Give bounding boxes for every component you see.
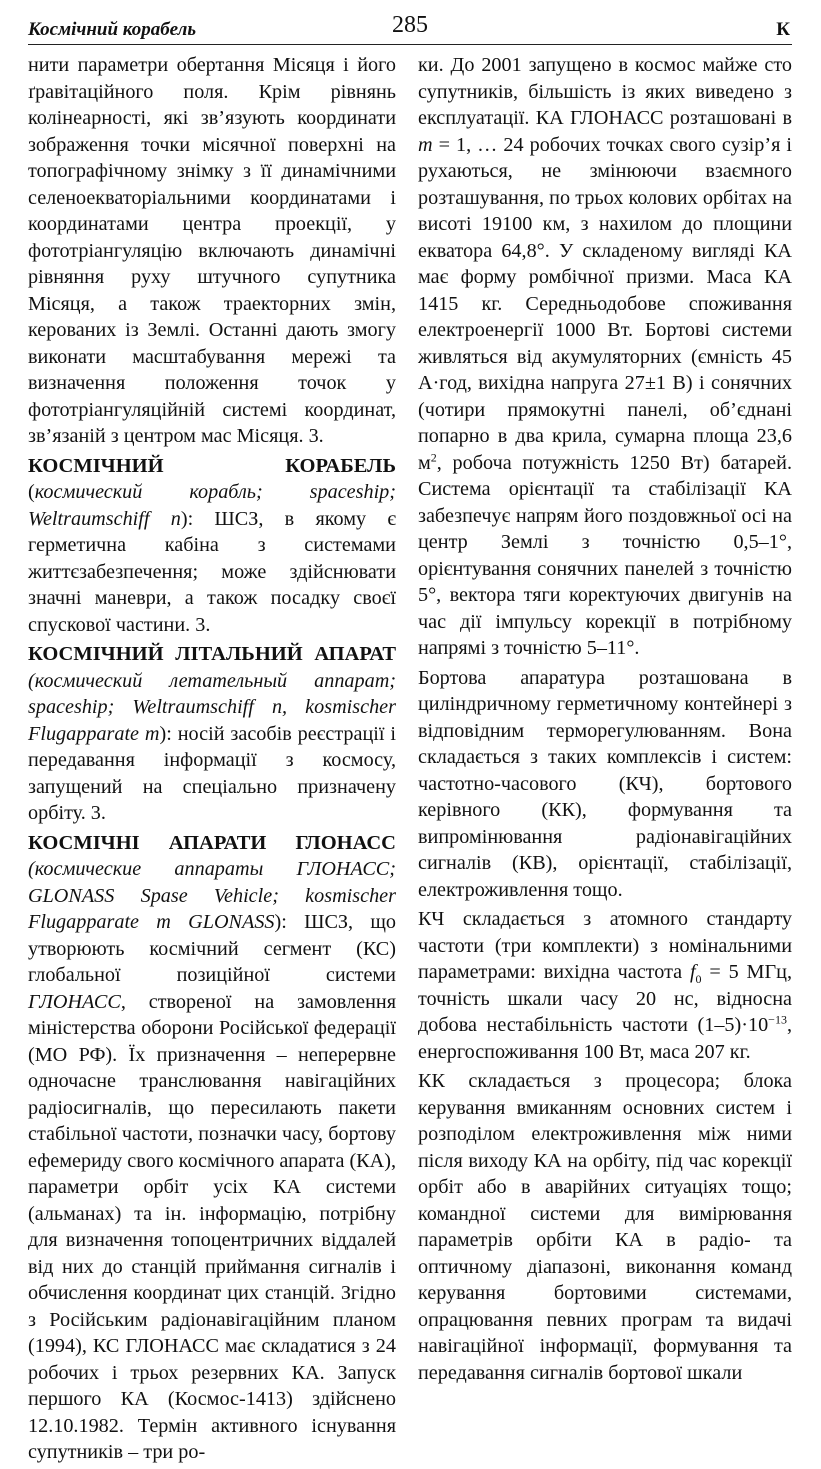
glonass-term: ГЛОНАСС: [28, 990, 121, 1013]
entry-definition: ): ШСЗ, що утворюють космічний сегмент (КС) глобальної позиційної системи: [28, 911, 396, 986]
entry-definition: ): носій засобів реєстрації і передавання інформації з космосу, запущений на спеціально призначену орбіту. 3.: [28, 722, 396, 824]
paragraph-text: ки. До 2001 запущено в космос майже сто супутників, більшість із яких виведено з експлуатації. КА ГЛОНАСС розташовані в: [418, 54, 792, 129]
paragraph-text: , енергоспоживання 100 Вт, маса 207 кг.: [418, 1014, 792, 1063]
paragraph: [418, 906, 792, 1065]
variable-f: f: [689, 961, 696, 983]
left-column: [28, 52, 396, 1469]
variable-m: m: [418, 133, 433, 156]
superscript: −13: [768, 1012, 787, 1027]
entry-definition: ): ШСЗ, в якому є герметична кабіна з системами життєзабезпечення; може здійснювати значні маневри, а також посадку своєї спускової частини. 3.: [28, 507, 396, 636]
paragraph-text: КК складається з процесора; блока керування вмиканням основних систем і розподілом електроживлення між ними після виходу КА на орбіту, під час корекції орбіт або в аварійних ситуаціях тощо; командної системи для вимірювання параметрів орбіти КА в радіо- та оптичному діапазоні, виконання команд керування бортовими системами, опрацювання певних програм та видачі навігаційної інформації, формування та передавання сигналів бортової шкали: [418, 1070, 792, 1384]
paragraph-text: = 1, … 24 робочих точках свого сузір’я і рухаються, не змінюючи взаємного розташування, по трьох колових орбітах на висоті 19100 км, з нахилом до площини екватора 64,8°. У складеному вигляді КА має форму ромбічної призми. Маса КА 1415 кг. Середньодобове споживання електроенергії 1000 Вт. Бортові системи живляться від акумуляторних (ємність 45 А·год, вихідна напруга 27±1 В) і сонячних (чотири прямокутні панелі, об’єднані попарно в два крила, сумарна площа 23,6 м: [418, 133, 792, 474]
running-head: Космічний корабель: [28, 19, 197, 40]
paren: (: [28, 481, 35, 503]
page-header: [28, 12, 792, 45]
paragraph: [28, 52, 396, 450]
paragraph-text: , робоча потужність 1250 Вт) батарей. Система орієнтації та стабілізації КА забезпечує напрям його поздовжньої осі на центр Землі з точністю 0,5–1°, орієнтування сонячних панелей з точністю 5°, вектора тяги коректуючих двигунів на час дії імпульсу корекції в потрібному напрямі з точністю 5–11°.: [418, 451, 792, 659]
paragraph: [418, 1068, 792, 1386]
paragraph: [418, 665, 792, 904]
entry-kosmichnyi-litalnyi-aparat: [28, 641, 396, 827]
section-letter: К: [776, 19, 790, 40]
entry-kosmichni-aparaty-glonass: [28, 830, 396, 1466]
right-column: [418, 52, 792, 1389]
paragraph-text: = 5 МГц, точність шкали часу 20 нс, відносна добова нестабільність частоти (1–5)·10: [418, 961, 793, 1036]
paragraph-text: нити параметри обертання Місяця і його ґравітаційного поля. Крім рівнянь колінеарності, які зв’язують координати зображення точки місячної поверхні на топографічному знімку з її динамічними селеноекваторіальними координатами і координатами центра проекції, у фототріангуляцію включають динамічні рівняння руху штучного супутника Місяця, а також траекторних змін, керованих із Землі. Останні дають змогу виконати масштабування мережі та визначення положення точок у фототріангуляційній системі координат, зв’язаній з центром мас Місяця. 3.: [28, 54, 396, 447]
superscript: 2: [430, 449, 437, 464]
entry-term: КОСМІЧНІ АПАРАТИ ГЛОНАСС: [28, 831, 396, 854]
entry-synonyms: (космический летательный аппарат; spaceship; Weltraumschiff n, kosmischer Flugapparate m: [28, 669, 396, 745]
subscript: 0: [695, 972, 702, 987]
paragraph-text: КЧ складається з атомного стандарту частоти (три комплекти) з номінальними параметрами: вихідна частота: [418, 908, 792, 983]
entry-term: КОСМІЧНИЙ КОРАБЕЛЬ: [28, 454, 396, 477]
entry-definition-cont: , створеної на замовлення міністерства оборони Російської федерації (МО РФ). Їх призначення – неперервне одночасне транслювання навігаційних радіосигналів, що пересилають пакети стабільної частоти, позначки часу, бортову ефемериду свого космічного апарата (КА), параметри орбіт усіх КА системи (альманах) та ін. інформацію, потрібну для визначення топоцентричних віддалей від них до станцій приймання сигналів і обчислення координат цих станцій. Згідно з Російським радіонавігаційним планом (1994), КС ГЛОНАСС має складатися з 24 робочих і трьох резервних КА. Запуск першого КА (Космос-1413) здійснено 12.10.1982. Термін активного існування супутників – три ро-: [28, 990, 396, 1463]
paragraph: [418, 52, 792, 662]
entry-kosmichnyi-korabel: [28, 453, 396, 639]
entry-synonyms: космический корабль; spaceship; Weltraumschiff n: [28, 481, 396, 530]
entry-term: КОСМІЧНИЙ ЛІТАЛЬНИЙ АПАРАТ: [28, 643, 396, 665]
paragraph-text: Бортова апаратура розташована в циліндричному герметичному контейнері з відповідним терморегулюванням. Вона складається з таких комплексів і систем: частотно-часового (КЧ), бортового керівного (КК), формування та випромінювання радіонавігаційних сигналів (КВ), орієнтації, стабілізації, електроживлення тощо.: [418, 666, 792, 901]
entry-synonyms: (космические аппараты ГЛОНАСС; GLONASS Spase Vehicle; kosmischer Flugapparate m GLONASS: [28, 858, 396, 933]
page-number: 285: [392, 12, 428, 38]
